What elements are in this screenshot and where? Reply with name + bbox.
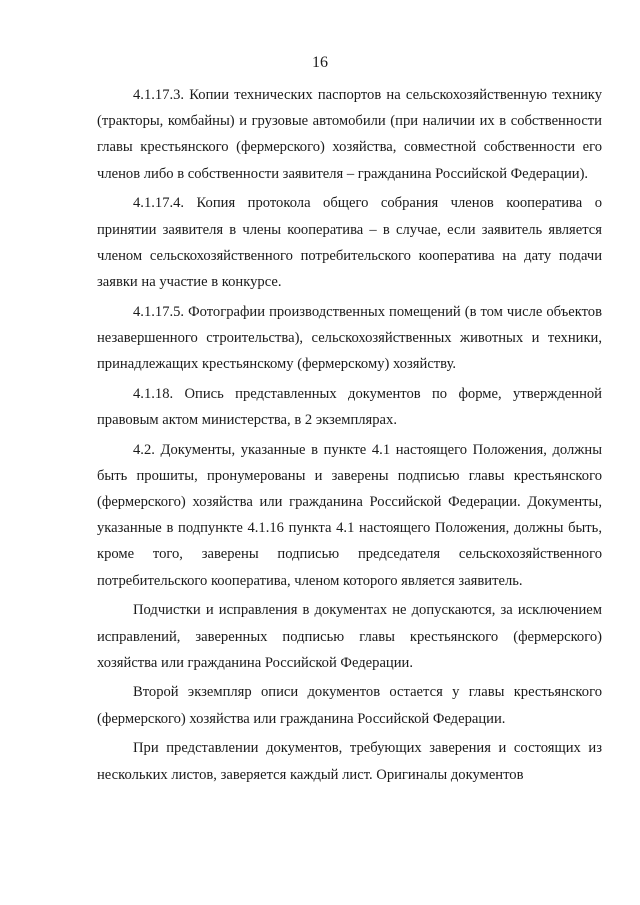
paragraph-4-1-18: 4.1.18. Опись представленных документов по форме, утвержденной правовым актом министерства, в 2 экземплярах. — [97, 385, 602, 428]
paragraph-4-1-17-5: 4.1.17.5. Фотографии производственных помещений (в том числе объектов незавершенного строительства), сельскохозяйственных животных и техники, принадлежащих крестьянскому (фермерскому) хозяйству. — [97, 303, 602, 373]
document-body — [97, 82, 602, 791]
paragraph-second-copy: Второй экземпляр описи документов остается у главы крестьянского (фермерского) хозяйства или гражданина Российской Федерации. — [97, 684, 602, 727]
paragraph-4-1-17-3: 4.1.17.3. Копии технических паспортов на сельскохозяйственную технику (тракторы, комбайны) и грузовые автомобили (при наличии их в собственности главы крестьянского (фермерского) хозяйства, совместной собственности его членов либо в собственности заявителя – гражданина Российской Федерации). — [97, 87, 602, 182]
paragraph-multi-sheet: При представлении документов, требующих заверения и состоящих из нескольких листов, заверяется каждый лист. Оригиналы документов — [97, 740, 602, 783]
paragraph-corrections: Подчистки и исправления в документах не допускаются, за исключением исправлений, заверенных подписью главы крестьянского (фермерского) хозяйства или гражданина Российской Федерации. — [97, 602, 602, 671]
page-number: 16 — [312, 54, 328, 71]
paragraph-4-2: 4.2. Документы, указанные в пункте 4.1 настоящего Положения, должны быть прошиты, пронумерованы и заверены подписью главы крестьянского (фермерского) хозяйства или гражданина Российской Федерации. Документы, указанные в подпункте 4.1.16 пункта 4.1 настоящего Положения, должны быть, кроме того, заверены подписью председателя сельскохозяйственного потребительского кооператива, членом которого является заявитель. — [97, 441, 602, 589]
paragraph-4-1-17-4: 4.1.17.4. Копия протокола общего собрания членов кооператива о принятии заявителя в члены кооператива – в случае, если заявитель является членом сельскохозяйственного потребительского кооператива на дату подачи заявки на участие в конкурсе. — [97, 195, 602, 290]
